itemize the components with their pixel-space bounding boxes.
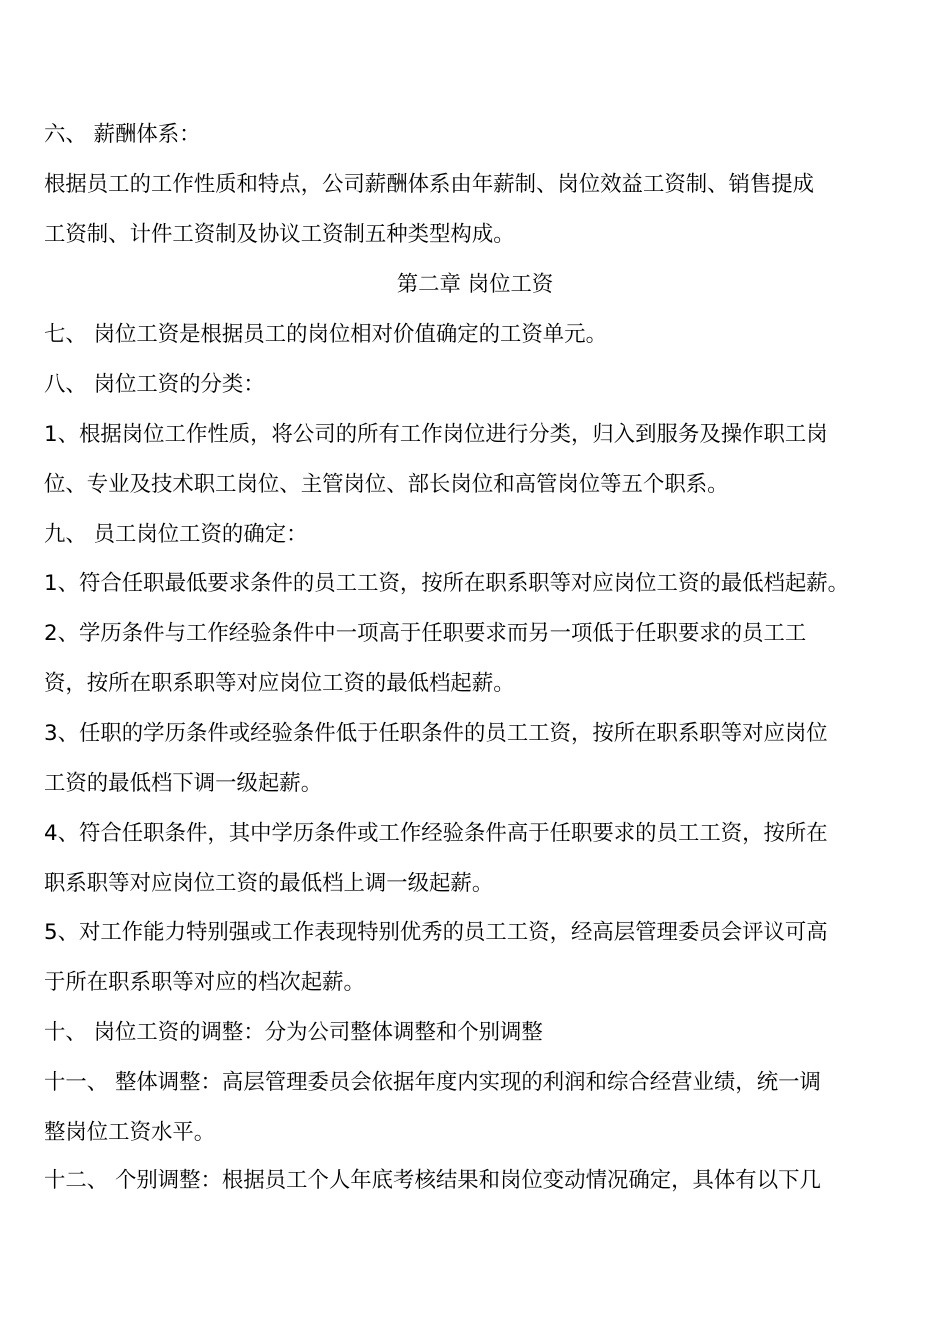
section-11-heading: 十一、 整体调整：高层管理委员会依据年度内实现的利润和综合经营业绩，统一调 [44,1070,821,1095]
paragraph-line: 1、根据岗位工作性质，将公司的所有工作岗位进行分类，归入到服务及操作职工岗 [44,422,828,447]
section-10-heading: 十、 岗位工资的调整：分为公司整体调整和个别调整 [44,1020,543,1045]
paragraph-line: 资，按所在职系职等对应岗位工资的最低档起薪。 [44,671,515,696]
paragraph-line: 工资制、计件工资制及协议工资制五种类型构成。 [44,222,515,247]
paragraph-line: 位、专业及技术职工岗位、主管岗位、部长岗位和高管岗位等五个职系。 [44,472,729,497]
paragraph-line: 1、符合任职最低要求条件的员工工资，按所在职系职等对应岗位工资的最低档起薪。 [44,571,850,596]
paragraph-line: 于所在职系职等对应的档次起薪。 [44,970,365,995]
paragraph-line: 2、学历条件与工作经验条件中一项高于任职要求而另一项低于任职要求的员工工 [44,621,807,646]
section-12-heading: 十二、 个别调整：根据员工个人年底考核结果和岗位变动情况确定，具体有以下几 [44,1168,821,1193]
paragraph-line: 工资的最低档下调一级起薪。 [44,771,323,796]
paragraph-line: 整岗位工资水平。 [44,1120,216,1145]
section-8-heading: 八、 岗位工资的分类： [44,372,265,397]
paragraph-line: 3、任职的学历条件或经验条件低于任职条件的员工工资，按所在职系职等对应岗位 [44,721,828,746]
section-9-heading: 九、 员工岗位工资的确定： [44,522,308,547]
paragraph-line: 5、对工作能力特别强或工作表现特别优秀的员工工资，经高层管理委员会评议可高 [44,920,828,945]
chapter-title: 第二章 岗位工资 [396,272,554,297]
section-7-heading: 七、 岗位工资是根据员工的岗位相对价值确定的工资单元。 [44,322,607,347]
paragraph-line: 根据员工的工作性质和特点，公司薪酬体系由年薪制、岗位效益工资制、销售提成 [44,172,815,197]
section-6-heading: 六、 薪酬体系： [44,122,201,147]
paragraph-line: 职系职等对应岗位工资的最低档上调一级起薪。 [44,871,494,896]
paragraph-line: 4、符合任职条件，其中学历条件或工作经验条件高于任职要求的员工工资，按所在 [44,821,828,846]
